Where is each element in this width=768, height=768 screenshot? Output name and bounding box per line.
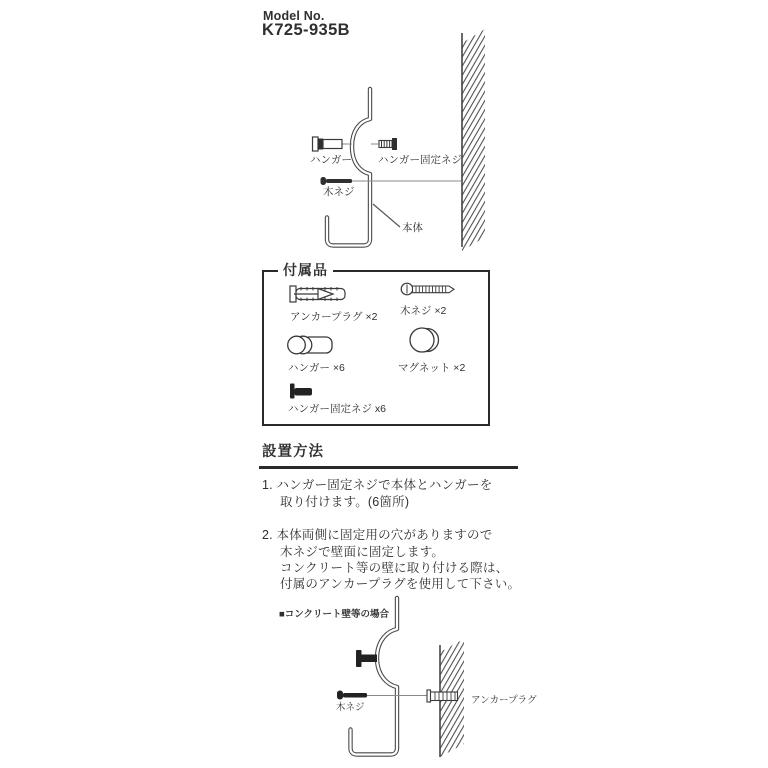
step-1-line: 取り付けます。(6箇所): [280, 495, 410, 509]
bracket-profile-icon: [327, 89, 370, 246]
accessory-item-label: マグネット ×2: [398, 362, 466, 374]
fixing-screw-icon: [371, 138, 397, 150]
wood-screw-icon: [321, 177, 462, 185]
hanger-label: ハンガー: [310, 154, 352, 166]
step-2-line: 2. 本体両側に固定用の穴がありますので: [262, 528, 493, 542]
accessory-item-label: ハンガー ×6: [288, 362, 345, 374]
accessory-item-label: アンカープラグ ×2: [290, 311, 378, 323]
wood-screw-icon: [337, 691, 428, 700]
wood-screw-label: 木ネジ: [323, 186, 355, 198]
accessory-item-label: 木ネジ ×2: [400, 305, 447, 317]
accessories-title: 付属品: [278, 262, 333, 278]
step-2-line: コンクリート等の壁に取り付ける際は、: [280, 561, 509, 575]
body-label: 本体: [402, 222, 423, 234]
model-number: K725-935B: [262, 21, 350, 39]
fixing-screw-icon: [356, 650, 377, 667]
hanger-peg-icon: [313, 137, 353, 151]
wood-screw-label: 木ネジ: [336, 702, 365, 713]
anchor-plug-icon: [427, 690, 458, 702]
section-rule: [259, 466, 518, 469]
fixing-screw-label: ハンガー固定ネジ: [378, 154, 462, 166]
step-1-line: 1. ハンガー固定ネジで本体とハンガーを: [262, 478, 493, 492]
bottom-diagram: [337, 598, 464, 757]
model-no-label: Model No.: [263, 9, 325, 23]
installation-title: 設置方法: [262, 444, 324, 460]
step-2-line: 木ネジで壁面に固定します。: [280, 545, 445, 559]
anchor-plug-label: アンカープラグ: [471, 695, 537, 706]
body-leader-line: [373, 204, 400, 227]
top-diagram: [313, 29, 486, 251]
concrete-wall-caption: ■コンクリート壁等の場合: [279, 609, 390, 620]
accessory-item-label: ハンガー固定ネジ x6: [288, 403, 387, 415]
step-2-line: 付属のアンカープラグを使用して下さい。: [280, 577, 521, 591]
bracket-profile-icon: [351, 598, 398, 755]
wall-icon: [462, 29, 485, 251]
